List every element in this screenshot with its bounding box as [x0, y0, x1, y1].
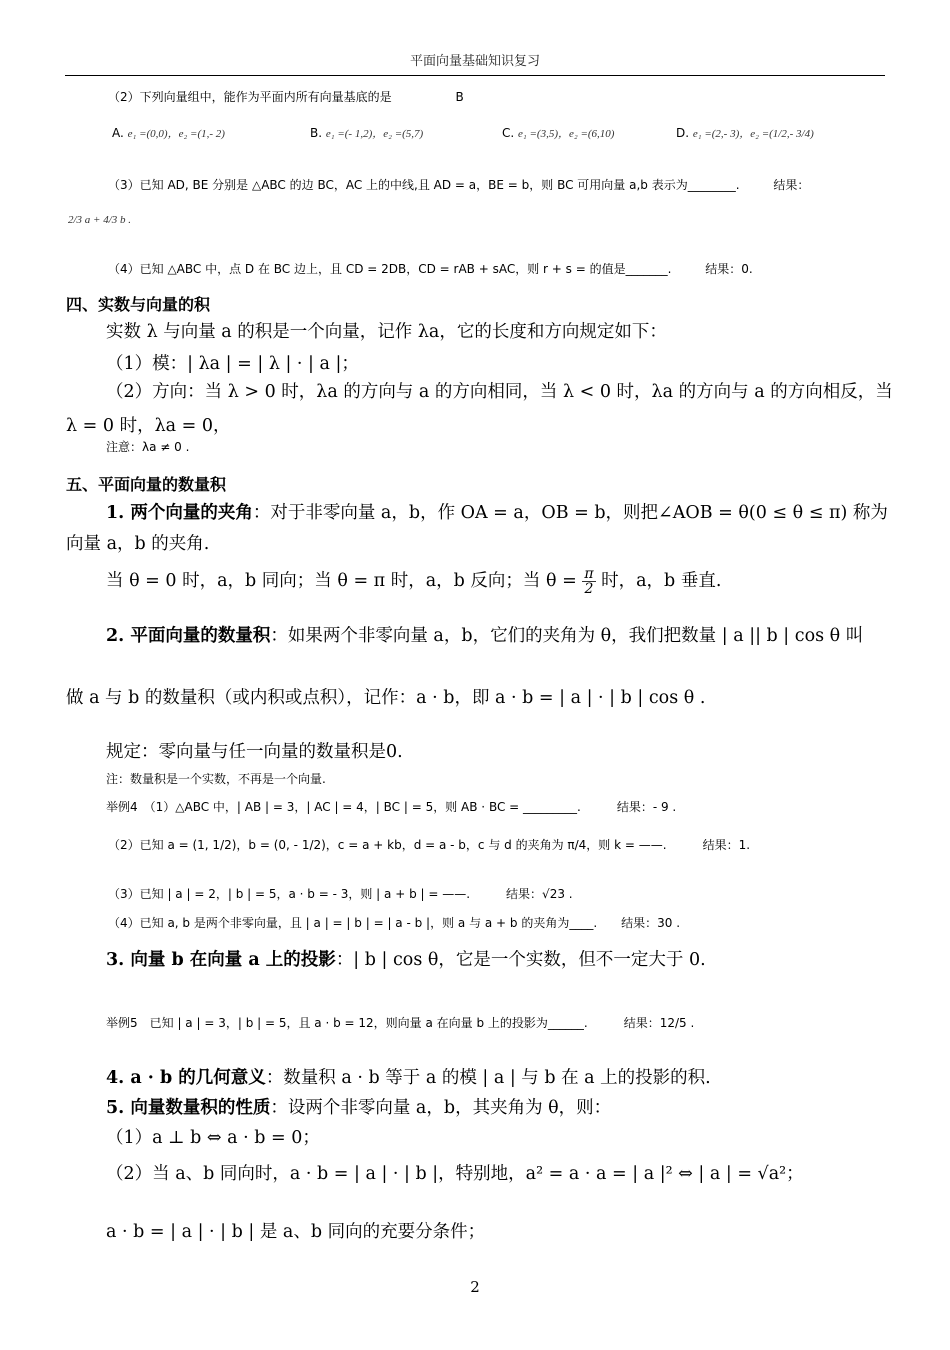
section-4-note: 注意：λa ≠ 0 .: [106, 440, 190, 454]
angle-cases-part1: 当 θ = 0 时，a，b 同向；当 θ = π 时，a，b 反向；当 θ =: [106, 571, 577, 591]
dot-product-heading: 2. 平面向量的数量积: [106, 626, 271, 646]
question-3: [108, 176, 809, 193]
section-4-direction-1: （2）方向：当 λ > 0 时，λa 的方向与 a 的方向相同，当 λ < 0 时，λa 的方向与 a 的方向相反，当: [106, 382, 893, 402]
option-c-label: C.: [502, 126, 515, 140]
question-4-text: （4）已知 △ABC 中，点 D 在 BC 边上，且 CD = 2DB，CD = rAB + sAC，则 r + s = 的值是_______.: [108, 262, 672, 276]
fraction-denominator: 2: [584, 581, 594, 597]
section-5-angle-cont: 向量 a，b 的夹角.: [66, 534, 210, 554]
option-b: [310, 125, 423, 141]
projection-text: ：| b | cos θ，它是一个实数，但不一定大于 0.: [335, 950, 706, 970]
section-5-angle: [106, 499, 888, 524]
example-4-3: （3）已知 | a | = 2，| b | = 5，a · b = - 3，则 | a + b | = ——. 结果：√23 .: [108, 887, 573, 901]
example-4-2: （2）已知 a = (1, 1/2)，b = (0, - 1/2)，c = a + kb，d = a - b，c 与 d 的夹角为 π/4，则 k = ——. 结果：1.: [108, 838, 751, 852]
option-d-text: e₁ =(2,- 3)，e₂ =(1/2,- 3/4): [692, 128, 814, 140]
question-4-result: 结果：0.: [705, 262, 753, 276]
section-4-direction-2: λ = 0 时，λa = 0，: [66, 416, 231, 436]
section-5-rule: 规定：零向量与任一向量的数量积是0.: [106, 742, 403, 762]
question-2-answer: B: [455, 90, 464, 104]
section-5-note: 注：数量积是一个实数，不再是一个向量.: [106, 772, 326, 786]
question-4: [108, 260, 753, 277]
properties-text: ：设两个非零向量 a，b，其夹角为 θ，则：: [270, 1098, 612, 1118]
section-5-properties: [106, 1094, 611, 1119]
section-5-dot-product: [106, 622, 863, 647]
page-header: 平面向量基础知识复习: [65, 50, 885, 76]
example-4-4: （4）已知 a, b 是两个非零向量，且 | a | = | b | = | a - b |，则 a 与 a + b 的夹角为____. 结果：30 .: [108, 916, 681, 930]
question-2-text: （2）下列向量组中，能作为平面内所有向量基底的是: [108, 90, 392, 104]
geometric-heading: 4. a · b 的几何意义: [106, 1068, 266, 1088]
question-3-result: 2/3 a + 4/3 b .: [68, 214, 132, 226]
angle-cases-part2: 时，a，b 垂直.: [601, 571, 722, 591]
section-4-intro: 实数 λ 与向量 a 的积是一个向量，记作 λa，它的长度和方向规定如下：: [106, 322, 667, 342]
angle-text: ：对于非零向量 a，b，作 OA = a，OB = b，则把∠AOB = θ(0 ≤ θ ≤ π) 称为: [252, 503, 888, 523]
property-2-cont: a · b = | a | · | b | 是 a、b 同向的充要分条件；: [106, 1222, 486, 1242]
option-a-label: A.: [112, 126, 124, 140]
question-3-result-label: 结果：: [773, 178, 810, 192]
fraction-numerator: π: [584, 566, 594, 582]
example-4-1: 举例4 （1）△ABC 中，| AB | = 3，| AC | = 4，| BC | = 5，则 AB · BC = _________. 结果：- 9 .: [106, 800, 677, 814]
section-5-geometric-meaning: [106, 1064, 711, 1089]
angle-heading: 1. 两个向量的夹角: [106, 503, 253, 523]
section-4-modulus: （1）模：| λa | = | λ | · | a |；: [106, 354, 359, 374]
section-5-dot-product-cont: 做 a 与 b 的数量积（或内积或点积），记作：a · b，即 a · b = | a | · | b | cos θ .: [66, 688, 706, 708]
option-c-text: e₁ =(3,5)，e₂ =(6,10): [518, 128, 615, 140]
geometric-text: ：数量积 a · b 等于 a 的模 | a | 与 b 在 a 上的投影的积.: [265, 1068, 711, 1088]
option-d: [676, 125, 814, 141]
property-2: （2）当 a、b 同向时，a · b = | a | · | b |，特别地，a² = a · a = | a |² ⇔ | a | = √a²；: [106, 1164, 804, 1184]
property-1: （1）a ⊥ b ⇔ a · b = 0；: [106, 1128, 320, 1148]
section-4-title: 四、实数与向量的积: [66, 295, 211, 314]
option-a: [112, 125, 225, 141]
section-5-title: 五、平面向量的数量积: [66, 475, 227, 494]
pi-over-2-fraction: [582, 567, 595, 596]
dot-product-text: ：如果两个非零向量 a，b，它们的夹角为 θ，我们把数量 | a || b | cos θ 叫: [270, 626, 864, 646]
properties-heading: 5. 向量数量积的性质: [106, 1098, 271, 1118]
question-3-text: （3）已知 AD, BE 分别是 △ABC 的边 BC，AC 上的中线,且 AD = a，BE = b，则 BC 可用向量 a,b 表示为________.: [108, 178, 740, 192]
option-c: [502, 125, 614, 141]
question-2: [108, 88, 464, 105]
section-5-projection: [106, 946, 706, 971]
option-d-label: D.: [676, 126, 690, 140]
section-5-angle-cases: [106, 567, 721, 596]
option-a-text: e₁ =(0,0)，e₂ =(1,- 2): [127, 128, 225, 140]
projection-heading: 3. 向量 b 在向量 a 上的投影: [106, 950, 336, 970]
page-number: 2: [470, 1278, 480, 1296]
option-b-text: e₁ =(- 1,2)，e₂ =(5,7): [325, 128, 424, 140]
example-5: 举例5 已知 | a | = 3，| b | = 5，且 a · b = 12，则向量 a 在向量 b 上的投影为______. 结果：12/5 .: [106, 1016, 695, 1030]
option-b-label: B.: [310, 126, 323, 140]
